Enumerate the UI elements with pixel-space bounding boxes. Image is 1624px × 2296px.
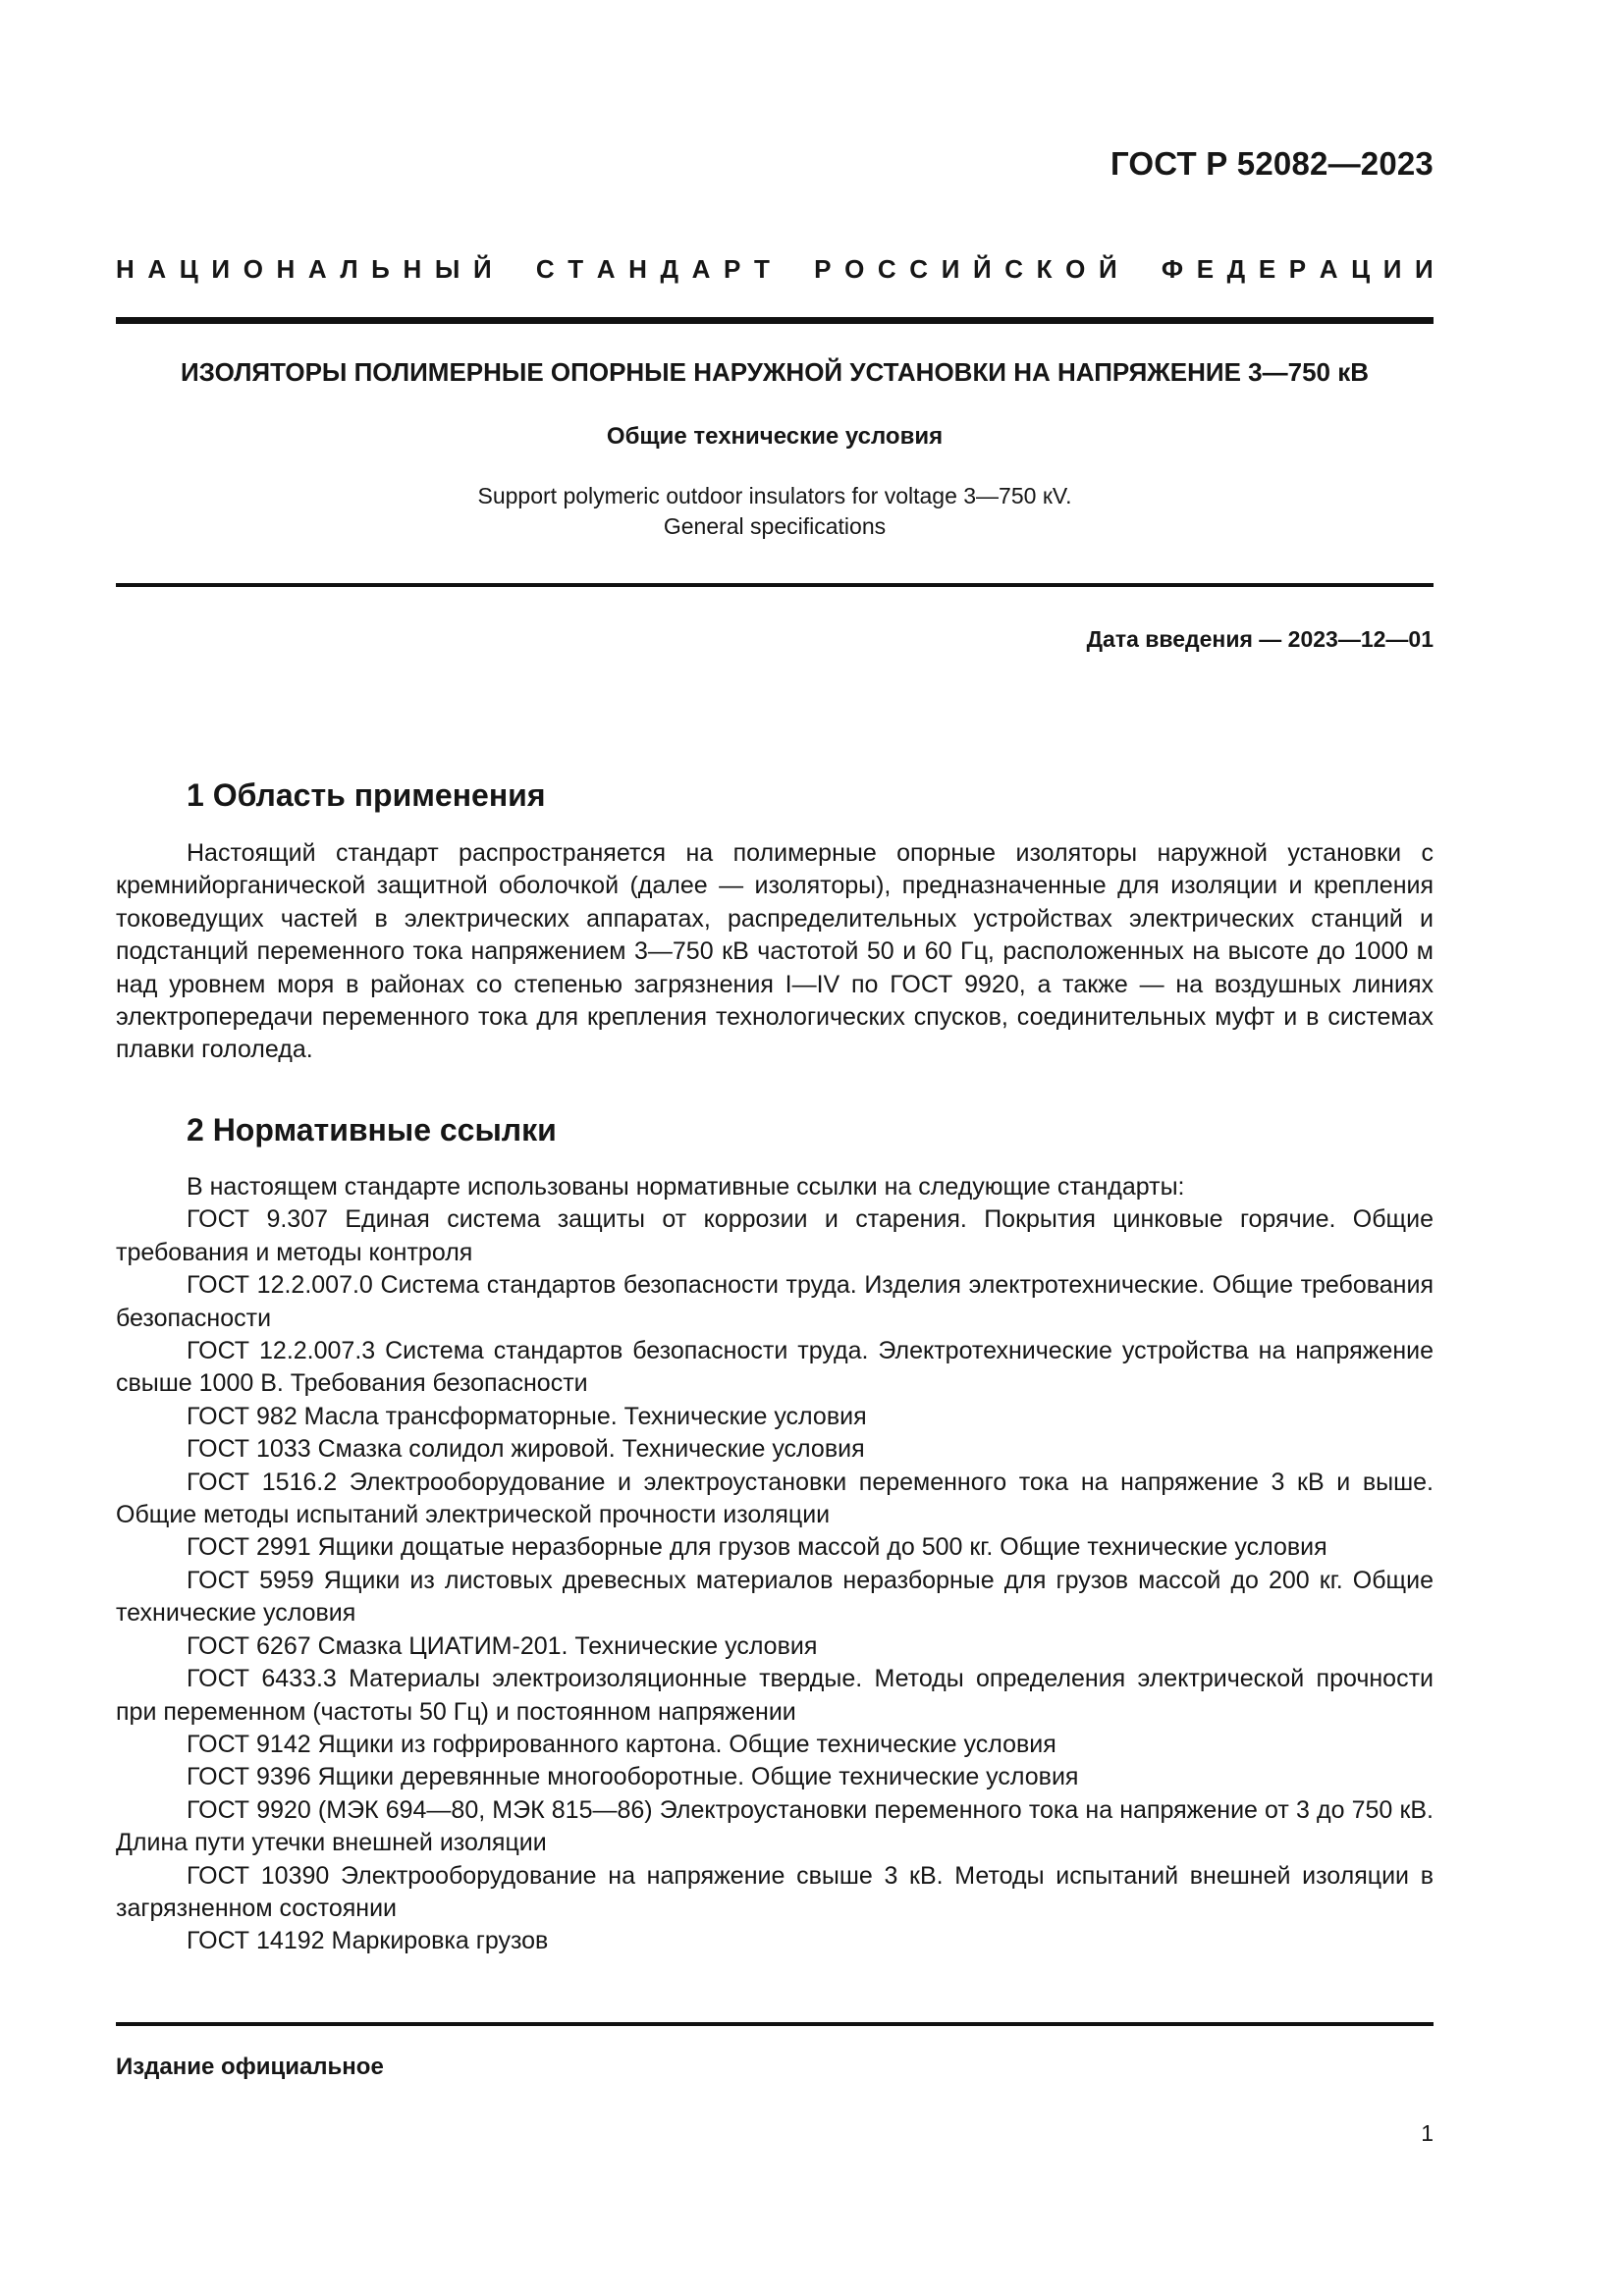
english-title [116,481,1434,542]
document-subtitle: Общие технические условия [606,423,944,450]
label-letter: О [1065,254,1086,284]
reference-item: ГОСТ 14192 Маркировка грузов [187,1927,549,1955]
label-letter: С [909,254,929,284]
section-2-heading: 2 Нормативные ссылки [187,1112,557,1148]
section-1-paragraph: Настоящий стандарт распространяется на полимерные опорные изоляторы наружной установки с кремнийорганической защитной оболочкой (далее — изоляторы), предназначенные для изоляции и крепления токоведущих частей в электрических аппаратах, распределительных устройствах электрических станций и подстанций переменного тока напряжением 3—750 кВ частотой 50 и 60 Гц, расположенных на высоте до 1000 м над уровнем моря в районах со степенью загрязнения I—IV по ГОСТ 9920, а также — на воздушных линиях электропередачи переменного тока для крепления технологических спусков, соединительных муфт и в системах плавки гололеда. [116,839,1434,1064]
section-1-body [116,837,1434,1067]
document-code: ГОСТ Р 52082—2023 [1110,145,1434,182]
label-letter: Н [276,254,296,284]
reference-item: ГОСТ 1033 Смазка солидол жировой. Технические условия [187,1435,865,1464]
label-letter: Й [972,254,992,284]
label-letter: А [147,254,167,284]
reference-item: ГОСТ 9920 (МЭК 694—80, МЭК 815—86) Электроустановки переменного тока на напряжение от 3 до 750 кВ. Длина пути утечки внешней изоляции [116,1795,1434,1857]
introduction-date: Дата введения — 2023—12—01 [1086,626,1434,652]
label-letter: Е [1196,254,1215,284]
reference-item: ГОСТ 12.2.007.0 Система стандартов безопасности труда. Изделия электротехнические. Общие требования безопасности [116,1271,1434,1332]
label-letter: А [1319,254,1338,284]
national-standard-label [116,254,1434,285]
label-letter: Т [754,254,770,284]
label-letter: Р [724,254,741,284]
references-list [116,1203,1434,1957]
reference-item: ГОСТ 2991 Ящики дощатые неразборные для грузов массой до 500 кг. Общие технические условия [187,1533,1327,1562]
reference-item: ГОСТ 12.2.007.3 Система стандартов безопасности труда. Электротехнические устройства на напряжение свыше 1000 В. Требования безопасности [116,1337,1434,1398]
label-letter: О [243,254,263,284]
label-letter: Л [340,254,358,284]
footer-rule [116,2022,1434,2026]
label-letter: С [877,254,896,284]
label-letter: И [211,254,231,284]
label-letter: А [596,254,616,284]
label-letter: А [307,254,327,284]
label-letter: Й [472,254,492,284]
document-title: ИЗОЛЯТОРЫ ПОЛИМЕРНЫЕ ОПОРНЫЕ НАРУЖНОЙ УСТАНОВКИ НА НАПРЯЖЕНИЕ 3—750 кВ [180,357,1369,387]
label-word-gap [1130,254,1148,285]
label-letter: Й [1099,254,1117,284]
label-letter: Ь [371,254,390,284]
title-bottom-rule [116,583,1434,587]
label-letter: И [941,254,960,284]
references-intro: В настоящем стандарте использованы нормативные ссылки на следующие стандарты: [187,1173,1185,1201]
label-letter: Ы [434,254,460,284]
reference-item: ГОСТ 5959 Ящики из листовых древесных материалов неразборные для грузов массой до 200 кг. Общие технические условия [116,1566,1434,1628]
label-letter: Ц [1351,254,1371,284]
english-title-line2: General specifications [663,513,887,539]
label-letter: Д [1226,254,1246,284]
label-word-gap [505,254,522,285]
label-letter: Ф [1161,254,1184,284]
reference-item: ГОСТ 6267 Смазка ЦИАТИМ-201. Технические условия [187,1631,818,1660]
page-number: 1 [1421,2120,1434,2146]
label-letter: А [691,254,711,284]
reference-item: ГОСТ 1516.2 Электрооборудование и электроустановки переменного тока на напряжение 3 кВ и выше. Общие методы испытаний электрической прочности изоляции [116,1468,1434,1529]
reference-item: ГОСТ 9142 Ящики из гофрированного картона. Общие технические условия [187,1730,1056,1758]
label-letter: О [844,254,865,284]
label-letter: Р [1288,254,1307,284]
label-letter: Т [568,254,584,284]
reference-item: ГОСТ 982 Масла трансформаторные. Технические условия [187,1402,867,1430]
section-2-body [116,1171,1434,1958]
label-letter: Н [116,254,135,284]
label-letter: И [1382,254,1402,284]
reference-item: ГОСТ 6433.3 Материалы электроизоляционные твердые. Методы определения электрической прочности при переменном (частоты 50 Гц) и постоянном напряжении [116,1665,1434,1726]
label-letter: Н [628,254,647,284]
label-letter: Е [1258,254,1276,284]
english-title-line1: Support polymeric outdoor insulators for voltage 3—750 кV. [477,483,1072,508]
label-letter: Н [403,254,422,284]
official-edition-label: Издание официальное [116,2054,384,2080]
label-letter: И [1415,254,1434,284]
reference-item: ГОСТ 10390 Электрооборудование на напряжение свыше 3 кВ. Методы испытаний внешней изоляции в загрязненном состоянии [116,1861,1434,1922]
section-1-heading: 1 Область применения [187,777,546,813]
reference-item: ГОСТ 9.307 Единая система защиты от коррозии и старения. Покрытия цинковые горячие. Общие требования и методы контроля [116,1205,1434,1266]
label-letter: Д [660,254,679,284]
label-letter: Р [814,254,832,284]
label-letter: С [1004,254,1024,284]
label-letter: К [1036,254,1053,284]
label-word-gap [784,254,801,285]
label-letter: Ц [179,254,198,284]
label-letter: С [535,254,555,284]
top-rule [116,317,1434,324]
reference-item: ГОСТ 9396 Ящики деревянные многооборотные. Общие технические условия [187,1763,1079,1791]
